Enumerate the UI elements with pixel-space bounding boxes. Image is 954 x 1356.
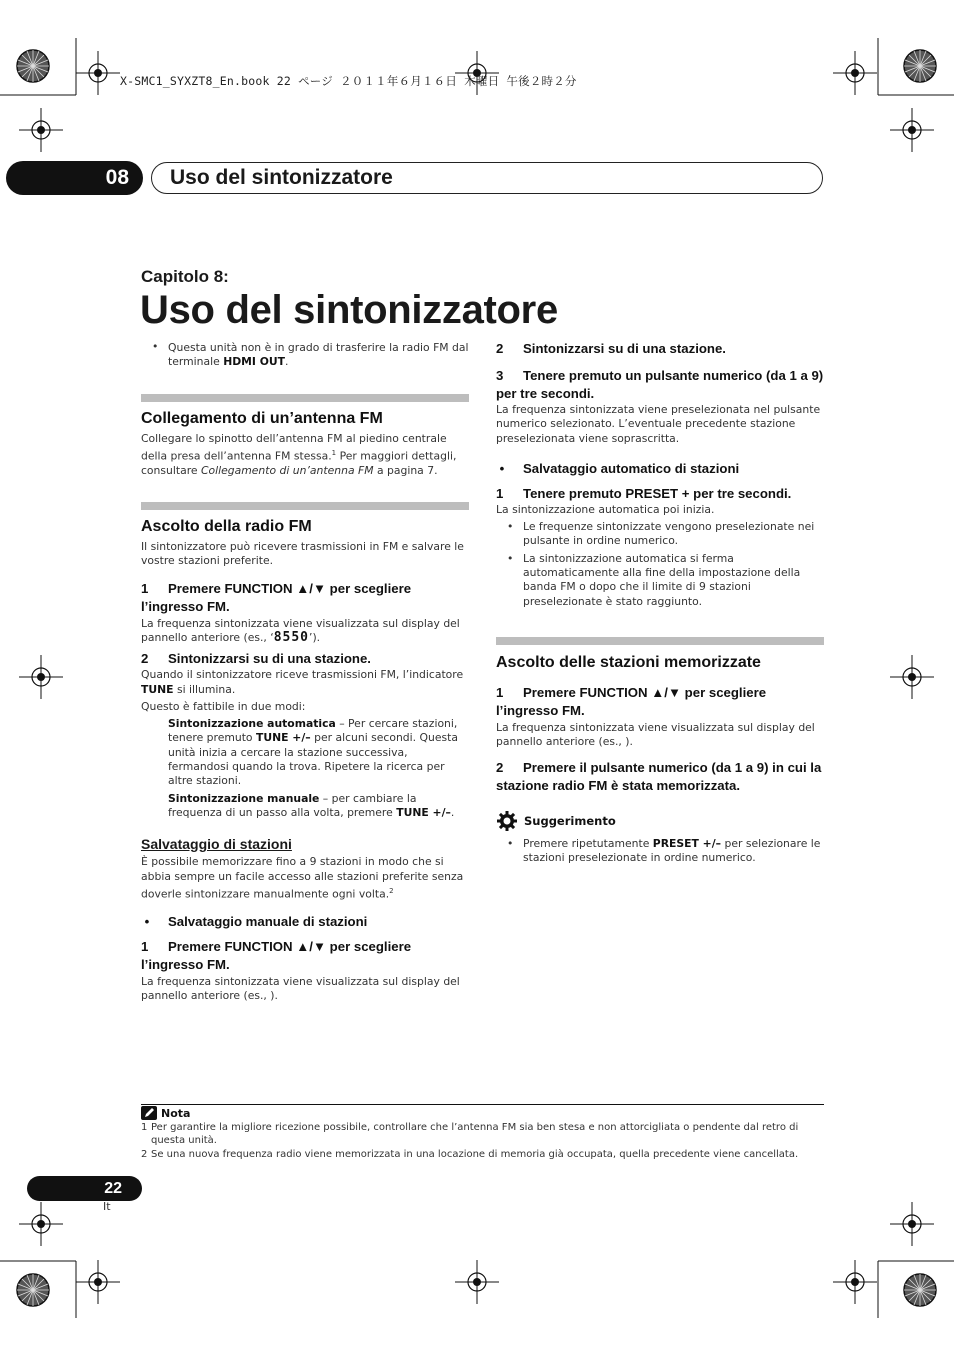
auto-save-step-1: 1 Tenere premuto PRESET + per tre secondi.	[496, 485, 792, 501]
section-heading-memorized: Ascolto delle stazioni memorizzate	[496, 653, 761, 671]
left-column	[141, 340, 469, 1003]
notes-rule	[141, 1104, 824, 1105]
modes-intro: Questo è fattibile in due modi:	[141, 699, 306, 713]
auto-save-bullet: • Salvataggio automatico di stazioni	[496, 460, 740, 476]
save-step-3: 3 Tenere premuto un pulsante numerico (da 1 a 9) per tre secondi.	[496, 368, 824, 401]
notes-section	[141, 1106, 824, 1161]
tip-text: • Premere ripetutamente PRESET +/– per selezionare le stazioni preselezionate in ordine numerico.	[496, 837, 824, 866]
lcd-frequency-display: 8550	[273, 629, 310, 645]
save-step-3-description: La frequenza sintonizzata viene preselezionata nel pulsante numerico selezionato. L’eventuale precedente stazione preselezionata viene soprascritta.	[496, 403, 821, 445]
chapter-header-bar	[151, 162, 823, 194]
pencil-icon	[141, 1106, 157, 1120]
listening-intro: Il sintonizzatore può ricevere trasmissioni in FM e salvare le vostre stazioni preferite.	[141, 540, 464, 568]
section-bar	[496, 637, 824, 645]
language-code: It	[103, 1200, 111, 1213]
subsection-heading-saving: Salvataggio di stazioni	[141, 836, 292, 853]
page-title: Uso del sintonizzatore	[140, 288, 558, 332]
memorized-step-2: 2 Premere il pulsante numerico (da 1 a 9) in cui la stazione radio FM è stata memorizzata.	[496, 759, 822, 793]
chapter-number: 08	[105, 166, 129, 189]
notes-header	[141, 1106, 824, 1120]
auto-save-description: La sintonizzazione automatica poi inizia.	[496, 502, 715, 516]
section-bar	[141, 502, 469, 510]
notes-heading: Nota	[161, 1106, 191, 1120]
save-step-1: 1 Premere FUNCTION ▲/▼ per scegliere l’ingresso FM.	[141, 938, 412, 972]
auto-tuning-description: Sintonizzazione automatica – Per cercare stazioni, tenere premuto TUNE +/– per alcuni secondi. Questa unità inizia a cercare la stazione successiva, fermandosi quando la trova. Ripetere la ricerca per altre stazioni.	[168, 717, 458, 788]
section-heading-antenna: Collegamento di un’antenna FM	[141, 409, 383, 427]
tip-heading: Suggerimento	[524, 813, 616, 828]
step-2: 2 Sintonizzarsi su di una stazione.	[141, 651, 371, 667]
chapter-label: Capitolo 8:	[141, 267, 229, 286]
memorized-step-1-description: La frequenza sintonizzata viene visualizzata sul display del pannello anteriore (es., ).	[496, 720, 815, 749]
chapter-number-badge	[6, 161, 143, 195]
saving-intro: È possibile memorizzare fino a 9 stazioni in modo che si abbia sempre un facile accesso alle stazioni preferite senza doverle sintonizzare manualmente ogni volta.$^2$	[141, 855, 464, 901]
antenna-text: Collegare lo spinotto dell’antenna FM al piedino centrale della presa dell’antenna FM stessa.$^1$ Per maggiori dettagli, consultare Collegamento di un’antenna FM a pagina 7.	[141, 431, 457, 477]
tip-header	[496, 810, 824, 832]
right-column	[496, 340, 824, 865]
page-number: 22	[104, 1179, 122, 1197]
section-heading-listening: Ascolto della radio FM	[141, 518, 312, 536]
footnote: 2 Se una nuova frequenza radio viene memorizzata in una locazione di memoria già occupata, quella precedente viene cancellata.	[141, 1148, 799, 1160]
auto-note-1: • Le frequenze sintonizzate vengono preselezionate nei pulsante in ordine numerico.	[496, 520, 824, 549]
step-1-description: La frequenza sintonizzata viene visualizzata sul display del pannello anteriore (es., ‘8550’).	[141, 616, 460, 645]
manual-save-bullet: • Salvataggio manuale di stazioni	[141, 913, 368, 929]
page-number-badge	[27, 1176, 142, 1201]
section-bar	[141, 394, 469, 402]
tip-gear-icon	[496, 810, 518, 832]
manual-tuning-description: Sintonizzazione manuale – per cambiare la frequenza di un passo alla volta, premere TUNE +/–.	[168, 791, 455, 819]
print-slug: X-SMC1_SYXZT8_En.book 22 ページ ２０１１年６月１６日 木曜日 午後２時２分	[120, 74, 577, 88]
step-1: 1 Premere FUNCTION ▲/▼ per scegliere l’ingresso FM.	[141, 580, 412, 614]
auto-note-2: • La sintonizzazione automatica si ferma automaticamente alla fine della impostazione della banda FM o dopo che il limite di 9 stazioni preselezionate è stato raggiunto.	[496, 552, 824, 609]
intro-bullet: • Questa unità non è in grado di trasferire la radio FM dal terminale HDMI OUT.	[141, 340, 469, 370]
save-step-1-description: La frequenza sintonizzata viene visualizzata sul display del pannello anteriore (es., ).	[141, 974, 460, 1003]
memorized-step-1: 1 Premere FUNCTION ▲/▼ per scegliere l’ingresso FM.	[496, 684, 767, 718]
footnote: 1 Per garantire la migliore ricezione possibile, controllare che l’antenna FM sia ben stesa e non attorcigliata o pendente dal retro di questa unità.	[141, 1122, 799, 1147]
chapter-header-title: Uso del sintonizzatore	[170, 166, 393, 189]
save-step-2: 2 Sintonizzarsi su di una stazione.	[496, 341, 726, 356]
step-2-description: Quando il sintonizzatore riceve trasmissioni FM, l’indicatore TUNE si illumina.	[141, 668, 464, 696]
